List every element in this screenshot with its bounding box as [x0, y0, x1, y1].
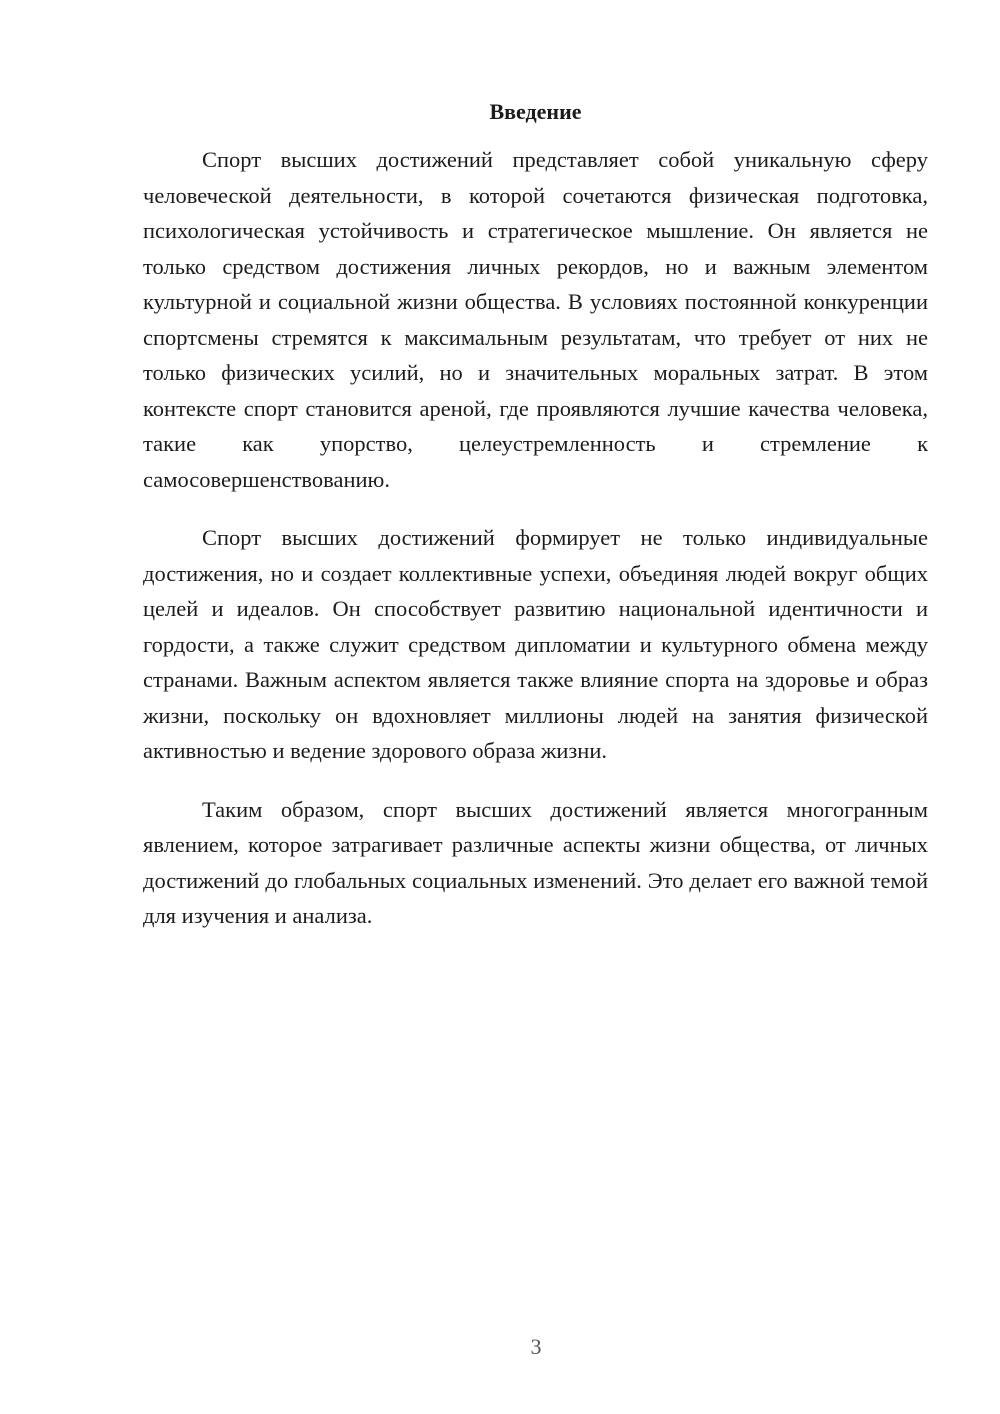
page-title: Введение [489, 99, 582, 124]
paragraph-2: Спорт высших достижений формирует не только индивидуальные достижения, но и создает коллективные успехи, объединяя людей вокруг общих целей и идеалов. Он способствует развитию национальной идентичности и гордости, а также служит средством дипломатии и культурного обмена между странами. Важным аспектом является также влияние спорта на здоровье и образ жизни, поскольку он вдохновляет миллионы людей на занятия физической активностью и ведение здорового образа жизни. [143, 525, 928, 763]
page-number: 3 [530, 1334, 542, 1359]
paragraph-1: Спорт высших достижений представляет собой уникальную сферу человеческой деятельности, в которой сочетаются физическая подготовка, психологическая устойчивость и стратегическое мышление. Он является не только средством достижения личных рекордов, но и важным элементом культурной и социальной жизни общества. В условиях постоянной конкуренции спортсмены стремятся к максимальным результатам, что требует от них не только физических усилий, но и значительных моральных затрат. В этом контексте спорт становится ареной, где проявляются лучшие качества человека, такие как упорство, целеустремленность и стремление к самосовершенствованию. [143, 147, 928, 492]
body-text [143, 142, 928, 957]
paragraph-3: Таким образом, спорт высших достижений является многогранным явлением, которое затрагивает различные аспекты жизни общества, от личных достижений до глобальных социальных изменений. Это делает его важной темой для изучения и анализа. [143, 796, 928, 928]
